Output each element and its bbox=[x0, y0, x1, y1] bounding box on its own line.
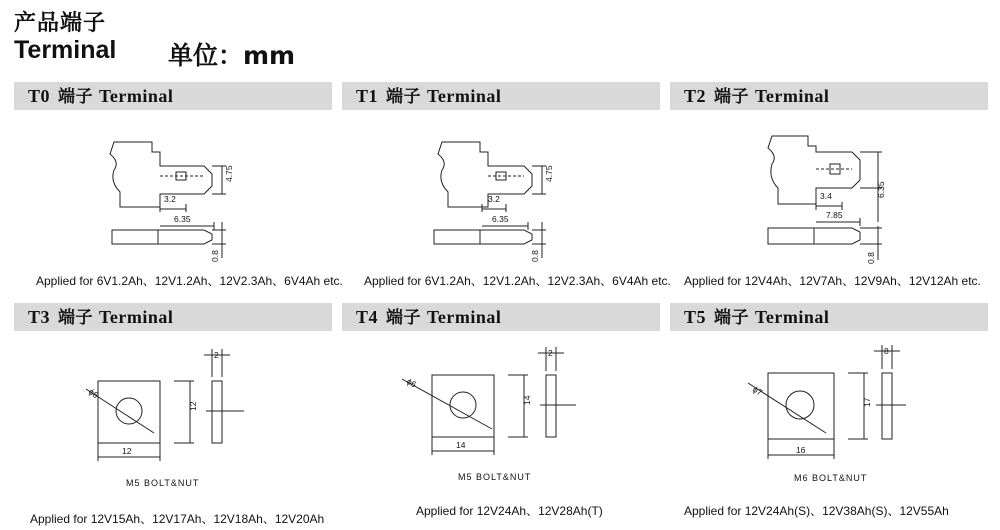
bolt-spec-label: M5 BOLT&NUT bbox=[458, 472, 532, 482]
bolt-terminal-drawing bbox=[670, 339, 988, 509]
terminal-en-label: Terminal bbox=[99, 86, 174, 106]
panel-title-bar bbox=[670, 82, 988, 110]
panel-t4 bbox=[342, 303, 660, 528]
bolt-terminal-drawing bbox=[342, 339, 660, 509]
terminal-code: T0 bbox=[28, 86, 51, 106]
terminal-cn-label: 端子 bbox=[386, 308, 422, 328]
terminal-cn-label: 端子 bbox=[386, 87, 422, 107]
dim-thickness: 2 bbox=[214, 350, 219, 360]
dim-length: 6.35 bbox=[174, 214, 191, 224]
dim-width: 12 bbox=[122, 446, 132, 456]
dim-thickness: 8 bbox=[884, 346, 889, 356]
applied-for-text: Applied for 12V4Ah、12V7Ah、12V9Ah、12V12Ah etc. bbox=[684, 274, 981, 288]
dim-height: 4.75 bbox=[544, 165, 554, 182]
panel-title-bar bbox=[14, 303, 332, 331]
dim-width: 16 bbox=[796, 445, 806, 455]
panel-t3 bbox=[14, 303, 332, 528]
terminal-code: T2 bbox=[684, 86, 707, 106]
panel-title-bar bbox=[14, 82, 332, 110]
bolt-spec-label: M5 BOLT&NUT bbox=[126, 478, 200, 488]
dim-width: 3.4 bbox=[820, 191, 832, 201]
unit-label: 单位：mm bbox=[168, 41, 296, 70]
terminal-en-label: Terminal bbox=[755, 86, 830, 106]
terminal-en-label: Terminal bbox=[755, 307, 830, 327]
dim-thickness: 0.8 bbox=[530, 250, 540, 262]
dim-height: 6.35 bbox=[876, 181, 886, 198]
applied-for-text: Applied for 6V1.2Ah、12V1.2Ah、12V2.3Ah、6V4Ah etc. bbox=[36, 274, 343, 288]
dim-width: 3.2 bbox=[488, 194, 500, 204]
applied-for-text: Applied for 12V15Ah、12V17Ah、12V18Ah、12V20Ah bbox=[30, 512, 325, 526]
terminal-code: T3 bbox=[28, 307, 51, 327]
tab-terminal-drawing bbox=[342, 122, 660, 272]
panel-t1 bbox=[342, 82, 671, 297]
dim-height: 14 bbox=[522, 395, 532, 405]
panel-title-bar bbox=[670, 303, 988, 331]
terminal-cn-label: 端子 bbox=[714, 87, 750, 107]
terminal-en-label: Terminal bbox=[427, 86, 502, 106]
terminal-cn-label: 端子 bbox=[58, 87, 94, 107]
applied-for-text: Applied for 12V24Ah(S)、12V38Ah(S)、12V55Ah bbox=[684, 504, 949, 518]
dim-diameter: ϕ6 bbox=[86, 386, 101, 401]
dim-length: 6.35 bbox=[492, 214, 509, 224]
dim-width: 3.2 bbox=[164, 194, 176, 204]
terminal-en-label: Terminal bbox=[99, 307, 174, 327]
panel-title-bar bbox=[342, 303, 660, 331]
terminal-code: T4 bbox=[356, 307, 379, 327]
dim-diameter: ϕ7 bbox=[751, 384, 765, 398]
panel-t5 bbox=[670, 303, 988, 528]
panel-title-bar bbox=[342, 82, 660, 110]
terminal-en-label: Terminal bbox=[427, 307, 502, 327]
bolt-spec-label: M6 BOLT&NUT bbox=[794, 473, 868, 483]
dim-height: 12 bbox=[188, 401, 198, 411]
dim-thickness: 0.8 bbox=[866, 252, 876, 264]
panel-t0 bbox=[14, 82, 343, 297]
dim-thickness: 2 bbox=[548, 348, 553, 358]
terminal-cn-label: 端子 bbox=[714, 308, 750, 328]
dim-height: 4.75 bbox=[224, 165, 234, 182]
dim-height: 17 bbox=[862, 397, 872, 407]
dim-width: 14 bbox=[456, 440, 466, 450]
tab-terminal-drawing bbox=[670, 122, 988, 272]
dim-thickness: 0.8 bbox=[210, 250, 220, 262]
applied-for-text: Applied for 6V1.2Ah、12V1.2Ah、12V2.3Ah、6V4Ah etc. bbox=[364, 274, 671, 288]
header-title-en: Terminal bbox=[14, 36, 117, 64]
terminal-code: T5 bbox=[684, 307, 707, 327]
dim-diameter: ϕ6 bbox=[405, 376, 419, 390]
terminal-code: T1 bbox=[356, 86, 379, 106]
applied-for-text: Applied for 12V24Ah、12V28Ah(T) bbox=[416, 504, 603, 518]
dim-length: 7.85 bbox=[826, 210, 843, 220]
tab-terminal-drawing bbox=[14, 122, 332, 272]
terminal-cn-label: 端子 bbox=[58, 308, 94, 328]
panel-t2 bbox=[670, 82, 988, 297]
header-title-cn: 产品端子 bbox=[14, 11, 107, 36]
